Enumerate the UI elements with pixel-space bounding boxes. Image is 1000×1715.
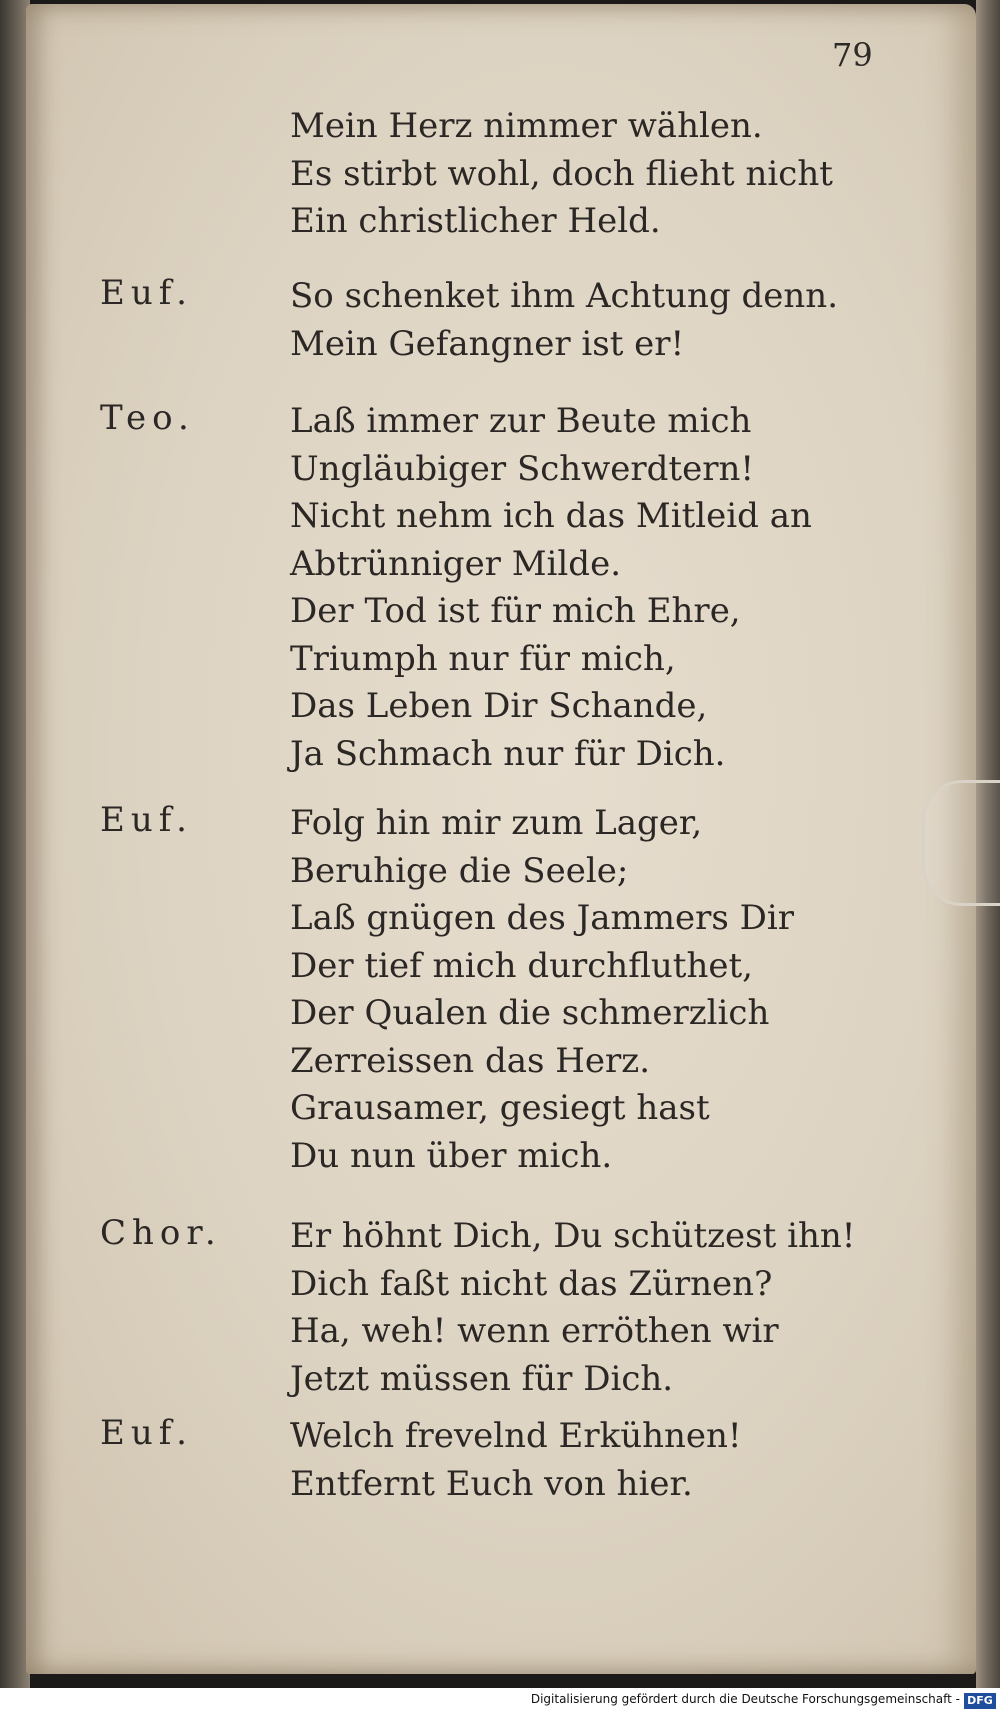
verse-line: Laß immer zur Beute mich — [290, 401, 752, 441]
verse-lines — [290, 1213, 856, 1403]
verse-line: Ein christlicher Held. — [290, 201, 661, 241]
verse-line: So schenket ihm Achtung denn. — [290, 276, 839, 316]
verse-lines — [290, 398, 850, 778]
verse-line: Mein Gefangner ist er! — [290, 323, 685, 364]
verse-line: Jetzt müssen für Dich. — [290, 1358, 674, 1399]
verse-line: Folg hin mir zum Lager, — [290, 803, 703, 843]
speaker-label: Euf. — [100, 273, 193, 313]
speaker-label: Teo. — [100, 398, 195, 438]
verse-lines — [290, 273, 850, 368]
verse-line: Es stirbt wohl, doch flieht nicht — [290, 153, 833, 194]
verse-line: Zerreissen das Herz. — [290, 1040, 651, 1081]
verse-line: Er höhnt Dich, Du schützest ihn! — [290, 1216, 856, 1256]
verse-line: Mein Herz nimmer wählen. — [290, 106, 763, 146]
verse-line: Grausamer, gesiegt hast — [290, 1088, 710, 1128]
verse-line: Ja Schmach nur für Dich. — [290, 733, 726, 774]
footer-credit: Digitalisierung gefördert durch die Deutsche Forschungsgemeinschaft - — [530, 1692, 960, 1706]
verse-line: Abtrünniger Milde. — [290, 543, 622, 584]
verse-line: Welch frevelnd Erkühnen! — [290, 1416, 742, 1456]
verse-line: Ha, weh! wenn erröthen wir — [290, 1311, 779, 1351]
verse-line: Entfernt Euch von hier. — [290, 1463, 693, 1504]
verse-line: Das Leben Dir Schande, — [290, 686, 708, 726]
verse-line: Laß gnügen des Jammers Dir — [290, 898, 795, 938]
verse-line: Beruhige die Seele; — [290, 850, 629, 891]
verse-line: Du nun über mich. — [290, 1135, 613, 1176]
speaker-label: Euf. — [100, 800, 193, 840]
verse-line: Triumph nur für mich, — [290, 638, 676, 679]
verse-lines — [290, 1413, 850, 1508]
footer-bar — [0, 1688, 1000, 1715]
verse-line: Nicht nehm ich das Mitleid an — [290, 496, 812, 536]
speaker-label: Euf. — [100, 1413, 193, 1453]
verse-line: Dich faßt nicht das Zürnen? — [290, 1263, 773, 1304]
page-number: 79 — [832, 36, 873, 74]
verse-line: Der Tod ist für mich Ehre, — [290, 591, 741, 631]
verse-line: Der tief mich durchfluthet, — [290, 945, 753, 986]
verse-lines — [290, 103, 850, 246]
speaker-label: Chor. — [100, 1213, 222, 1253]
verse-line: Der Qualen die schmerzlich — [290, 993, 770, 1033]
verse-lines — [290, 800, 850, 1180]
dfg-logo: DFG — [964, 1693, 996, 1709]
verse-line: Ungläubiger Schwerdtern! — [290, 448, 755, 489]
